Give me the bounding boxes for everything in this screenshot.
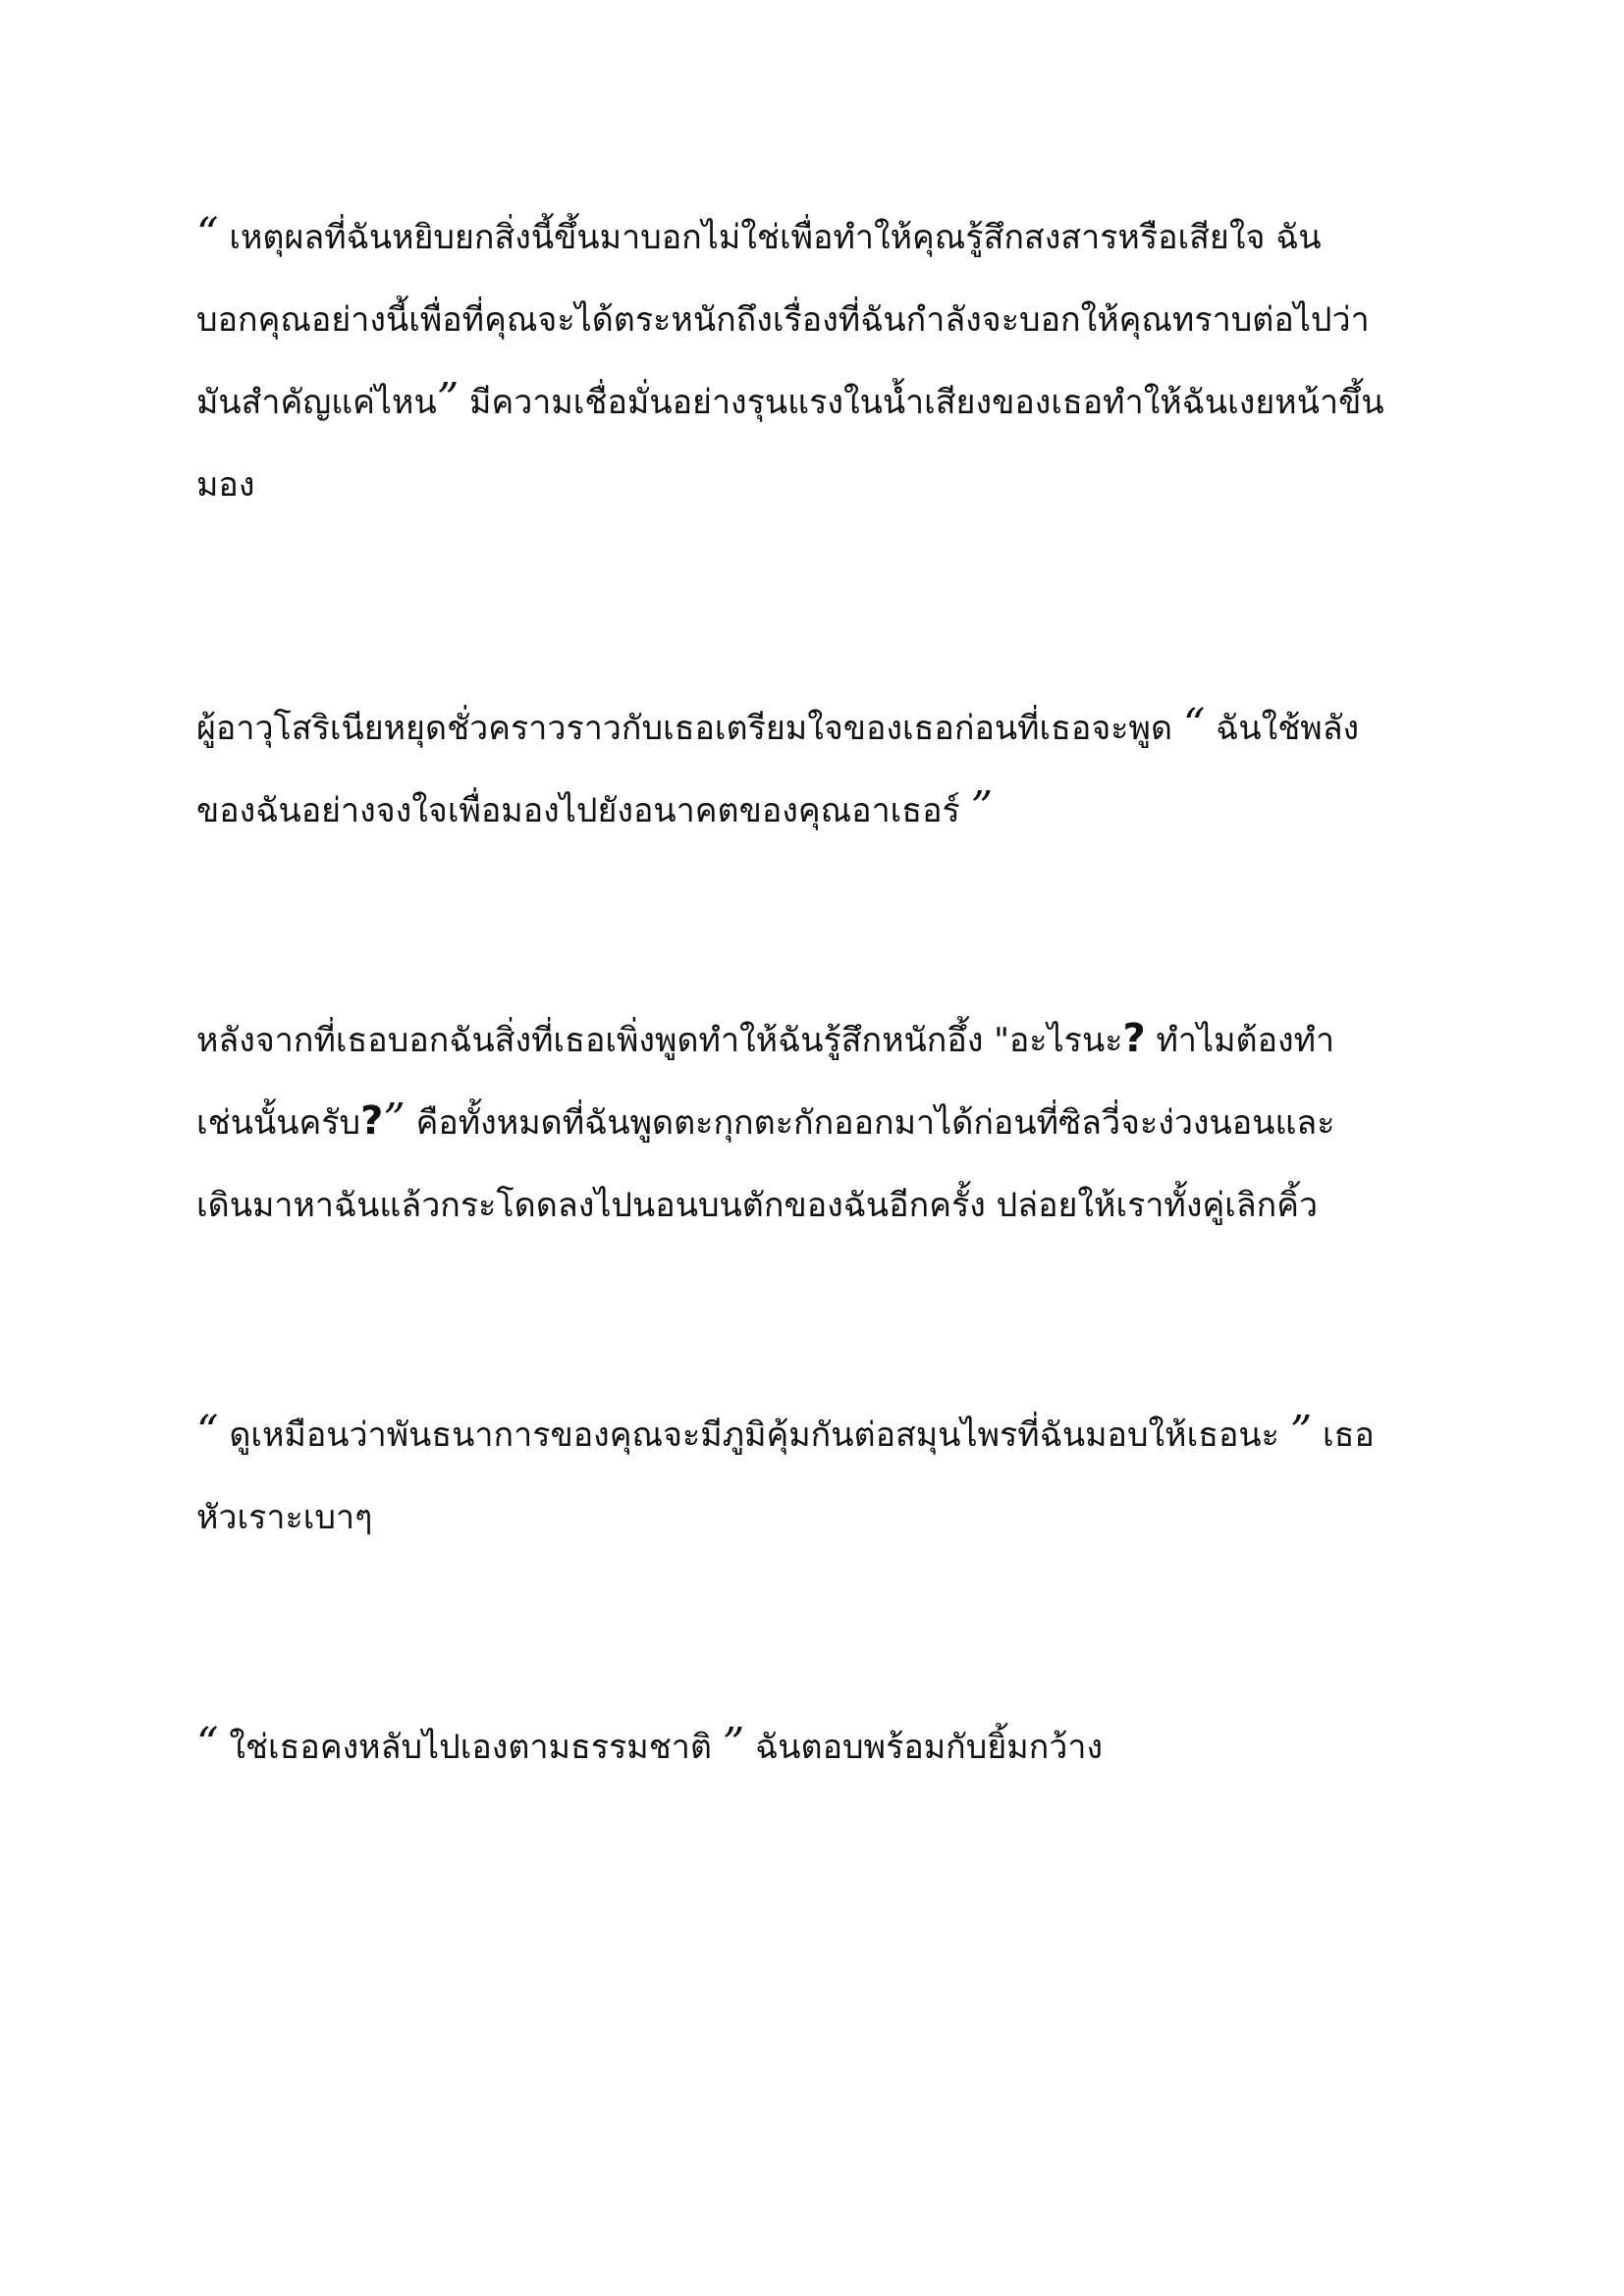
paragraph: [196, 196, 1443, 526]
text-line: “ ใชเธอคงหลบไปเองตามธรรมชาต ” ฉนตอบพรอมกบยมกวาง: [196, 1719, 1104, 1769]
paragraph: [196, 1706, 1443, 1789]
text-line: มอง: [196, 465, 255, 505]
text-line: บอกคณอยางนเพอทคณจะไดตระหนกถงเรองทฉนกลงจะบอกใหคณทราบตอไปวา: [196, 300, 1370, 340]
paragraph: [196, 687, 1443, 852]
text-line: หลงจากทเธอบอกฉนสงทเธอเพงพดทใหฉนรสกหนกอง "อะไรนะ? ทไมตองท: [196, 1016, 1335, 1061]
text-line: เชนนนครบ?” คอทงหมดทฉนพดตะกกตะกกออกมาไดกอนทซลวจะงวงนอนและ: [196, 1095, 1335, 1145]
text-line: ผอาวโสรเนยหยดชวคราวราวกบเธอเตรยมใจของเธอกอนทเธอจะพด “ ฉนใชพลง: [196, 700, 1360, 750]
paragraph: [196, 999, 1443, 1247]
text-line: “ เหตผลทฉนหยบยกสงนขนมาบอกไมใชเพอทใหคณรสกสงสารหรอเสยใจ ฉน: [196, 209, 1322, 259]
text-line: เดนมาหาฉนแลวกระโดดลงไปนอนบนตกของฉนอกครง ปลอยใหเราทงคเลกคว: [196, 1186, 1319, 1225]
text-line: ของฉนอยางจงใจเพอมองไปยงอนาคตของคณอาเธอร ”: [196, 782, 994, 832]
text-line: หวเราะเบาๆ: [196, 1498, 373, 1537]
paragraph: [196, 1394, 1443, 1559]
text-line: มนสคญแคไหน” มความเชอมนอยางรนแรงในนเสยงของเธอทใหฉนเงยหนาขน: [196, 374, 1384, 424]
text-line: “ ดเหมอนวาพนธนาการของคณจะมภมคมกนตอสมนไพรทฉนมอบใหเธอนะ ” เธอ: [196, 1407, 1375, 1457]
